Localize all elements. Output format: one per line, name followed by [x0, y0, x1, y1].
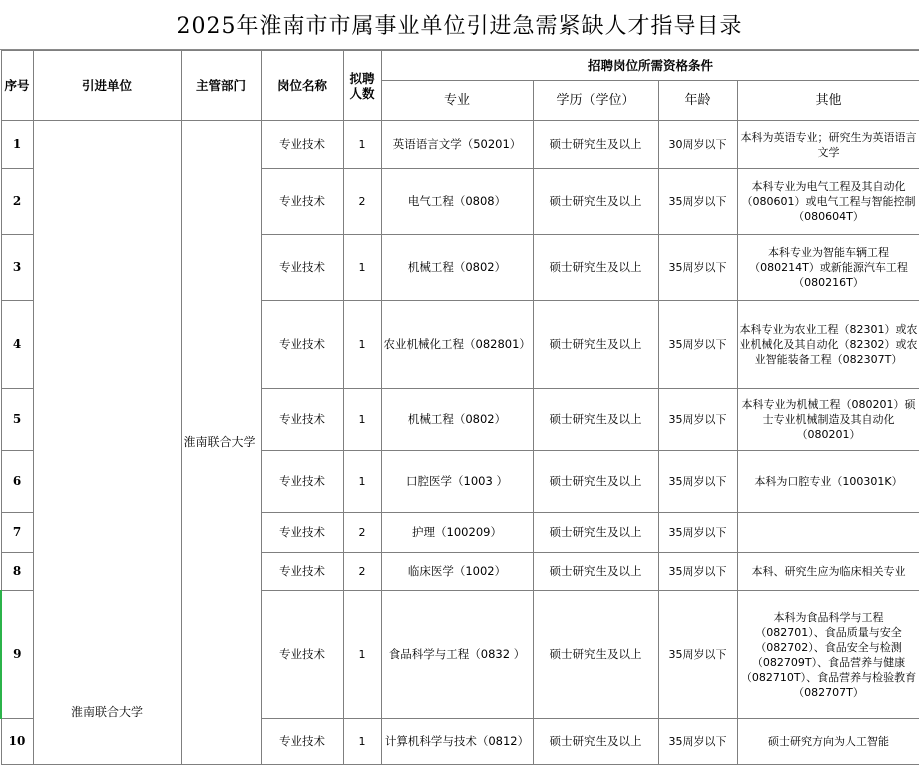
- post-cell: 专业技术: [261, 301, 343, 389]
- other-cell: 本科专业为电气工程及其自动化（080601）或电气工程与智能控制（080604T）: [737, 169, 919, 235]
- header-education: 学历（学位）: [533, 81, 658, 121]
- major-cell: 农业机械化工程（082801）: [381, 301, 533, 389]
- education-cell: 硕士研究生及以上: [533, 235, 658, 301]
- count-cell: 1: [343, 235, 381, 301]
- seq-cell: 9: [1, 591, 33, 719]
- age-cell: 35周岁以下: [658, 301, 737, 389]
- major-cell: 食品科学与工程（0832 ）: [381, 591, 533, 719]
- count-cell: 2: [343, 169, 381, 235]
- other-cell: [737, 513, 919, 553]
- post-cell: 专业技术: [261, 121, 343, 169]
- other-cell: 本科、研究生应为临床相关专业: [737, 553, 919, 591]
- education-cell: 硕士研究生及以上: [533, 553, 658, 591]
- other-cell: 本科专业为机械工程（080201）硕士专业机械制造及其自动化（080201）: [737, 389, 919, 451]
- education-cell: 硕士研究生及以上: [533, 719, 658, 765]
- education-cell: 硕士研究生及以上: [533, 513, 658, 553]
- count-cell: 2: [343, 513, 381, 553]
- major-cell: 机械工程（0802）: [381, 389, 533, 451]
- seq-cell: 8: [1, 553, 33, 591]
- count-cell: 2: [343, 553, 381, 591]
- education-cell: 硕士研究生及以上: [533, 301, 658, 389]
- post-cell: 专业技术: [261, 235, 343, 301]
- age-cell: 35周岁以下: [658, 451, 737, 513]
- education-cell: 硕士研究生及以上: [533, 591, 658, 719]
- count-cell: 1: [343, 451, 381, 513]
- seq-cell: 1: [1, 121, 33, 169]
- post-cell: 专业技术: [261, 591, 343, 719]
- other-cell: 硕士研究方向为人工智能: [737, 719, 919, 765]
- age-cell: 35周岁以下: [658, 389, 737, 451]
- major-cell: 电气工程（0808）: [381, 169, 533, 235]
- other-cell: 本科为英语专业；研究生为英语语言文学: [737, 121, 919, 169]
- post-cell: 专业技术: [261, 553, 343, 591]
- other-cell: 本科为食品科学与工程（082701）、食品质量与安全（082702）、食品安全与检测（082709T）、食品营养与健康（082710T）、食品营养与检验教育（082707T）: [737, 591, 919, 719]
- education-cell: 硕士研究生及以上: [533, 451, 658, 513]
- post-cell: 专业技术: [261, 169, 343, 235]
- seq-cell: 2: [1, 169, 33, 235]
- seq-cell: 6: [1, 451, 33, 513]
- count-cell: 1: [343, 719, 381, 765]
- age-cell: 35周岁以下: [658, 169, 737, 235]
- header-seq: 序号: [1, 51, 33, 121]
- age-cell: 35周岁以下: [658, 719, 737, 765]
- table-row: [1, 121, 919, 169]
- post-cell: 专业技术: [261, 451, 343, 513]
- page-title: 2025年淮南市市属事业单位引进急需紧缺人才指导目录: [0, 0, 919, 50]
- header-count: 拟聘人数: [343, 51, 381, 121]
- major-cell: 计算机科学与技术（0812）: [381, 719, 533, 765]
- dept-cell: 淮南联合大学: [181, 121, 261, 765]
- major-cell: 英语语言文学（50201）: [381, 121, 533, 169]
- other-cell: 本科专业为智能车辆工程（080214T）或新能源汽车工程（080216T）: [737, 235, 919, 301]
- header-age: 年龄: [658, 81, 737, 121]
- seq-cell: 5: [1, 389, 33, 451]
- education-cell: 硕士研究生及以上: [533, 169, 658, 235]
- age-cell: 30周岁以下: [658, 121, 737, 169]
- post-cell: 专业技术: [261, 719, 343, 765]
- education-cell: 硕士研究生及以上: [533, 121, 658, 169]
- other-cell: 本科为口腔专业（100301K）: [737, 451, 919, 513]
- post-cell: 专业技术: [261, 513, 343, 553]
- header-other: 其他: [737, 81, 919, 121]
- header-post: 岗位名称: [261, 51, 343, 121]
- post-cell: 专业技术: [261, 389, 343, 451]
- talent-table: [0, 50, 919, 765]
- seq-cell: 4: [1, 301, 33, 389]
- unit-cell: 淮南联合大学: [33, 121, 181, 765]
- header-unit: 引进单位: [33, 51, 181, 121]
- seq-cell: 10: [1, 719, 33, 765]
- major-cell: 护理（100209）: [381, 513, 533, 553]
- count-cell: 1: [343, 389, 381, 451]
- major-cell: 机械工程（0802）: [381, 235, 533, 301]
- count-cell: 1: [343, 301, 381, 389]
- count-cell: 1: [343, 591, 381, 719]
- education-cell: 硕士研究生及以上: [533, 389, 658, 451]
- count-cell: 1: [343, 121, 381, 169]
- age-cell: 35周岁以下: [658, 235, 737, 301]
- other-cell: 本科专业为农业工程（82301）或农业机械化及其自动化（82302）或农业智能装备工程（082307T）: [737, 301, 919, 389]
- seq-cell: 3: [1, 235, 33, 301]
- header-row-1: [1, 51, 919, 81]
- seq-cell: 7: [1, 513, 33, 553]
- header-major: 专业: [381, 81, 533, 121]
- age-cell: 35周岁以下: [658, 591, 737, 719]
- major-cell: 口腔医学（1003 ）: [381, 451, 533, 513]
- major-cell: 临床医学（1002）: [381, 553, 533, 591]
- header-dept: 主管部门: [181, 51, 261, 121]
- age-cell: 35周岁以下: [658, 553, 737, 591]
- header-qualifications: 招聘岗位所需资格条件: [381, 51, 919, 81]
- age-cell: 35周岁以下: [658, 513, 737, 553]
